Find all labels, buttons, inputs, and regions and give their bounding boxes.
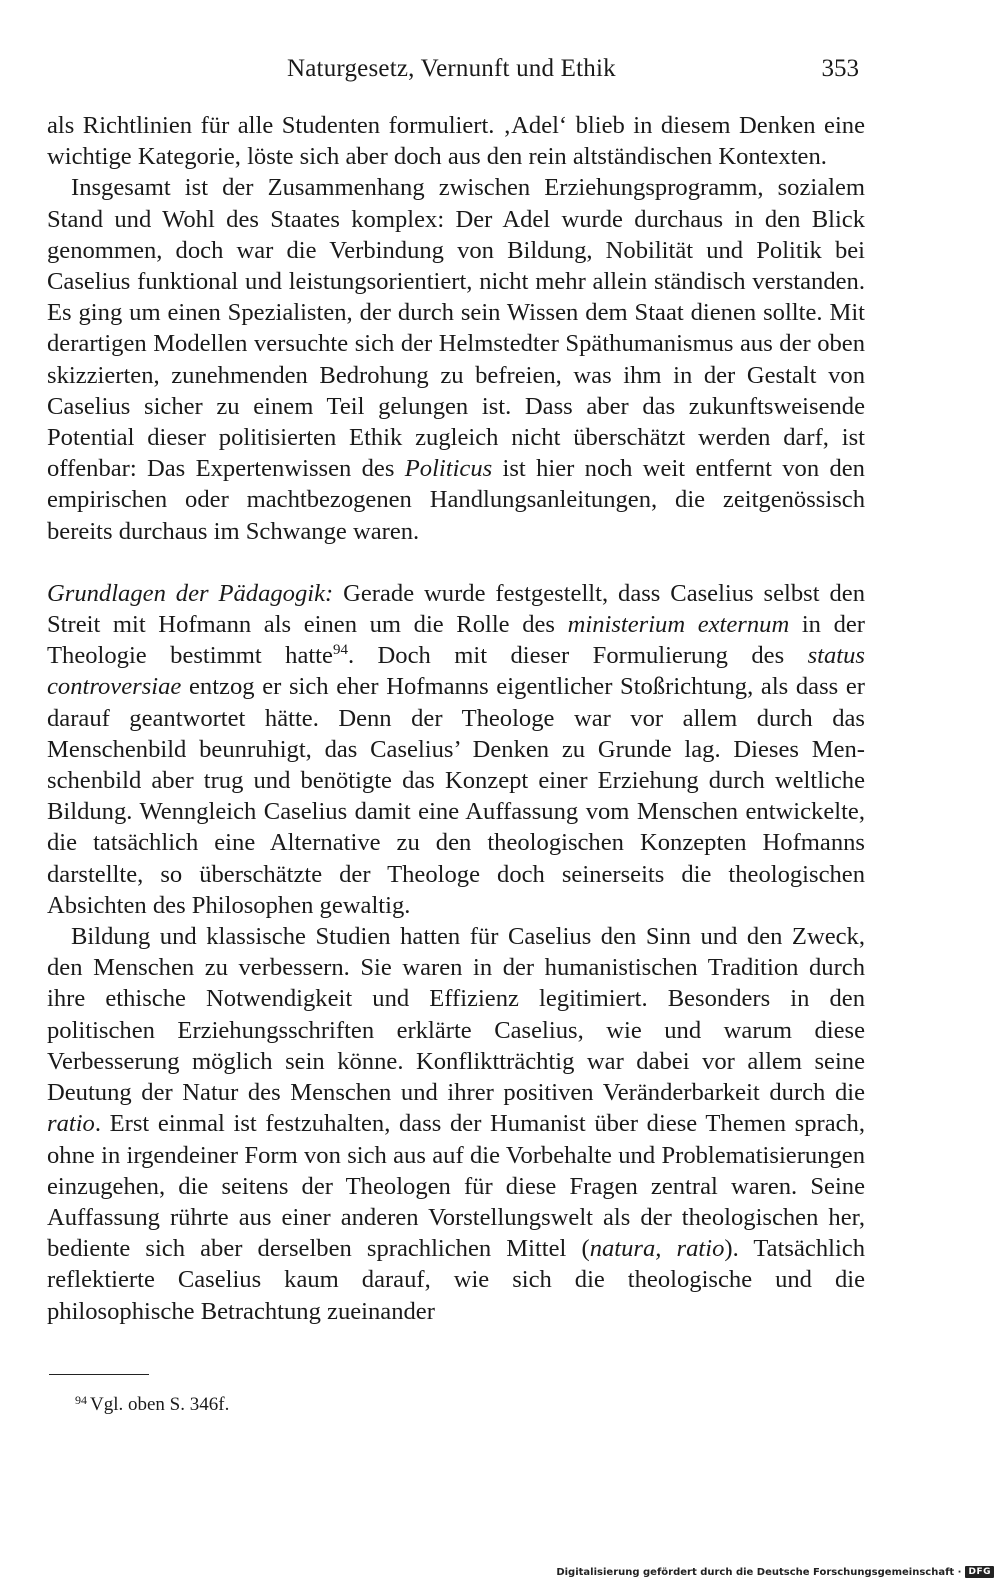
- digitization-credit: [556, 1562, 994, 1582]
- footnote-divider: [49, 1374, 149, 1375]
- running-head: [47, 55, 865, 89]
- paragraph-4-text-c: ). Tatsächlich reflektierte Caselius kaum darauf, wie sich die theologische und die philosophische Betrachtung zueinander: [47, 1235, 866, 1325]
- credit-text: Digitalisierung gefördert durch die Deutsche Forschungsgemeinschaft ·: [556, 1566, 962, 1578]
- paragraph-4-italic-natura-ratio: natura, ratio: [589, 1235, 725, 1263]
- body-text: [47, 110, 865, 1327]
- footnote-text: Vgl. oben S. 346f.: [90, 1394, 230, 1415]
- paragraph-3-italic-ministerium: ministerium externum: [567, 611, 790, 639]
- paragraph-3-italic-status: status controversiae: [47, 642, 865, 701]
- running-title: Naturgesetz, Vernunft und Ethik: [287, 55, 616, 82]
- page-number: 353: [821, 55, 859, 82]
- footnote-number: 94: [75, 1393, 87, 1407]
- footnote-reference-94[interactable]: 94: [332, 642, 348, 659]
- paragraph-4: [47, 921, 865, 1327]
- paragraph-2-italic-politicus: Politicus: [404, 455, 493, 483]
- paragraph-3-text-b: in der Theologie bestimmt hatte: [47, 611, 865, 670]
- dfg-logo: DFG: [965, 1566, 994, 1578]
- paragraph-3-text-d: entzog er sich eher Hofmanns eigentlicher Stoßrichtung, als dass er darauf geantwortet hätte. Denn der Theologe war vor allem durch das Menschenbild beunruhigt, das Caselius’ Denken zu Grunde lag. Dieses Menschenbild aber trug und benötigte das Konzept einer Erziehung durch weltliche Bildung. Wenngleich Caselius damit eine Auffassung vom Menschen entwickelte, die tatsächlich eine Alternative zu den theologischen Konzepten Hofmanns darstellte, so überschätzte der Theologe doch seinerseits die theologischen Absichten des Philosophen gewaltig.: [47, 673, 865, 919]
- paragraph-4-text-a: Bildung und klassische Studien hatten für Caselius den Sinn und den Zweck, den Menschen zu verbessern. Sie waren in der humanistischen Tradition durch ihre ethische Notwendigkeit und Effizienz legitimiert. Besonders in den politischen Erziehungsschriften erklärte Caselius, wie und warum diese Verbesserung möglich sein könne. Konfliktträchtig war dabei vor allem seine Deutung der Natur des Menschen und ihrer positiven Veränderbarkeit durch die: [47, 923, 865, 1107]
- book-page: [47, 0, 865, 1586]
- paragraph-2-text-b: ist hier noch weit entfernt von den empirischen oder machtbezogenen Handlungsanleitungen, die zeitgenössisch bereits durchaus im Schwange waren.: [47, 455, 865, 545]
- paragraph-3-text-a: Gerade wurde festgestellt, dass Caselius selbst den Streit mit Hofmann als einen um die Rolle des: [47, 579, 865, 639]
- paragraph-1-text: als Richtlinien für alle Studenten formuliert. ‚Adel‘ blieb in diesem Denken eine wichtige Kategorie, löste sich aber doch aus den rein altständischen Kontexten.: [47, 112, 865, 171]
- paragraph-4-text-b: . Erst einmal ist festzuhalten, dass der Humanist über diese Themen sprach, ohne in irgendeiner Form von sich aus auf die Vorbehalte und Problematisierungen einzugehen, die seitens der Theologen für diese Fragen zentral waren. Seine Auffassung rührte aus einer anderen Vorstellungswelt als der theologischen her, bediente sich aber derselben sprachlichen Mittel (: [47, 1110, 865, 1263]
- paragraph-2-text-a: Insgesamt ist der Zusammenhang zwischen Erziehungsprogramm, sozialem Stand und Wohl des Staates komplex: Der Adel wurde durchaus in den Blick genommen, doch war die Verbindung von Bildung, Nobilität und Politik bei Caselius funktional und leistungsorientiert, nicht mehr allein ständisch verstanden. Es ging um einen Spezialisten, der durch sein Wissen dem Staat dienen sollte. Mit derartigen Modellen versuchte sich der Helmstedter Späthumanismus aus der oben skizzierten, zunehmenden Bedrohung zu befreien, was ihm in der Gestalt von Caselius sicher zu einem Teil gelungen ist. Dass aber das zukunftsweisende Potential dieser politisierten Ethik zugleich nicht überschätzt werden darf, ist offenbar: Das Expertenwissen des: [47, 174, 865, 483]
- paragraph-4-italic-ratio: ratio: [47, 1110, 95, 1138]
- paragraph-1: [47, 110, 865, 172]
- paragraph-3-text-c: . Doch mit dieser Formulierung des: [347, 642, 808, 670]
- paragraph-3: [47, 578, 865, 921]
- paragraph-2: [47, 172, 865, 546]
- footnote-94: [75, 1393, 229, 1417]
- section-heading-paedagogik: Grundlagen der Pädagogik:: [47, 579, 334, 607]
